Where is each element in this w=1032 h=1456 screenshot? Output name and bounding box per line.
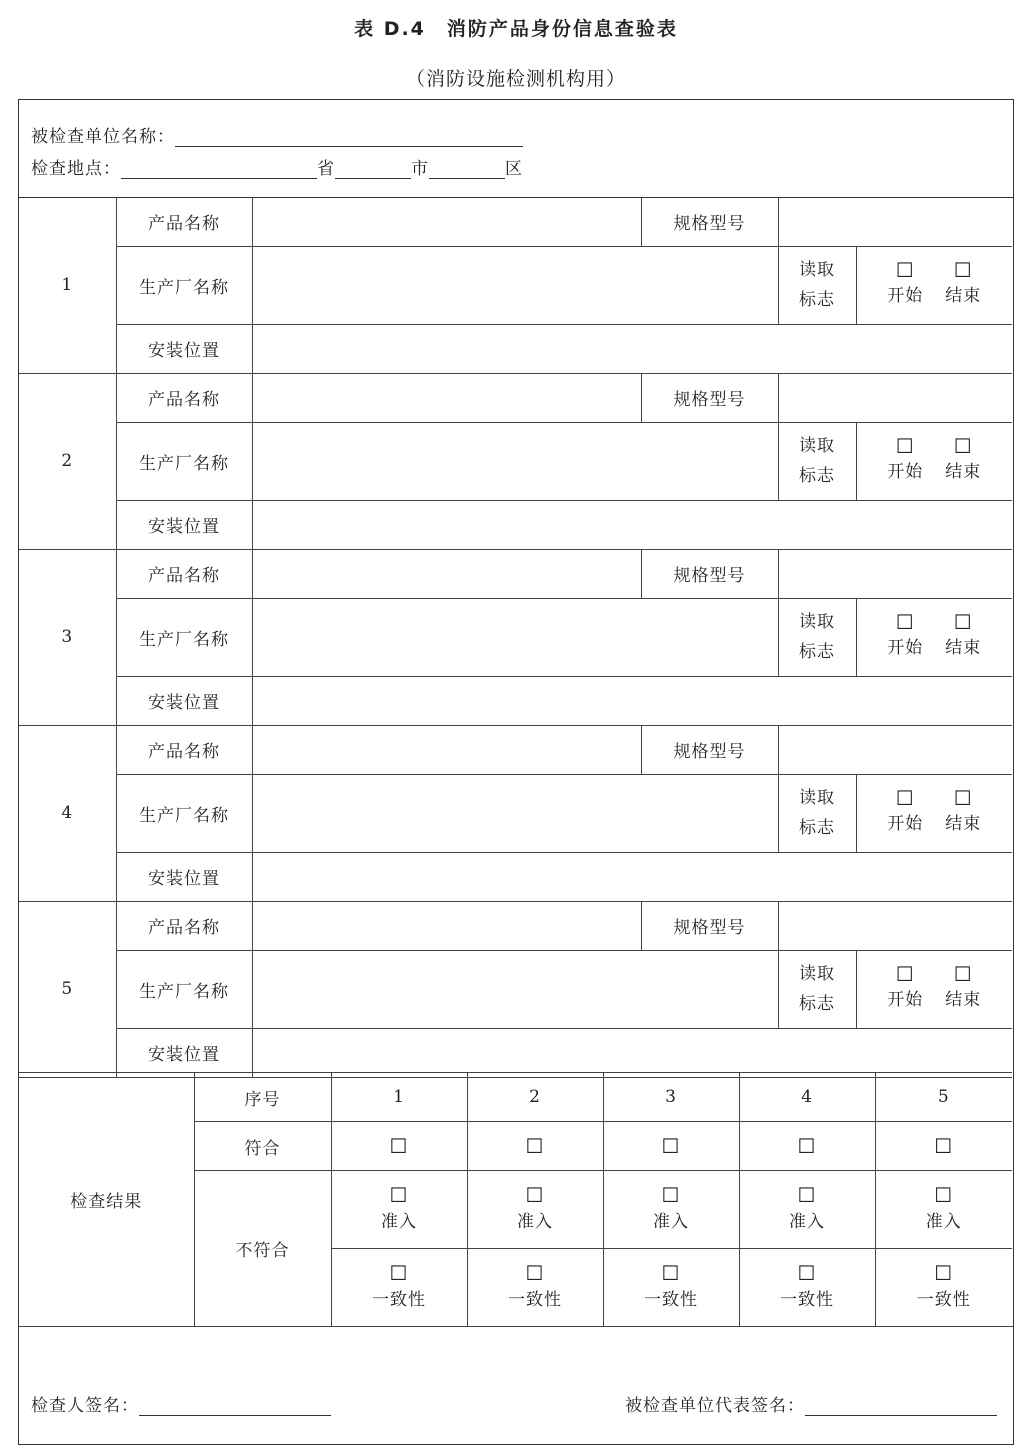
manufacturer-label: 生产厂名称 — [116, 774, 252, 852]
spec-model-field[interactable] — [778, 549, 1012, 598]
conform-checkbox[interactable]: ☐ — [797, 1134, 817, 1158]
manufacturer-row — [19, 422, 1012, 500]
start-label: 开始 — [887, 638, 924, 658]
end-label: 结束 — [945, 638, 982, 658]
consistency-checkbox[interactable]: ☐ — [525, 1260, 545, 1285]
product-name-field[interactable] — [252, 549, 641, 598]
end-checkbox[interactable]: ☐ — [953, 258, 973, 282]
province-label: 省 — [317, 159, 335, 179]
unit-name-field[interactable] — [175, 128, 523, 147]
product-name-label: 产品名称 — [116, 373, 252, 422]
end-option[interactable] — [939, 611, 987, 663]
start-option[interactable] — [881, 963, 929, 1015]
read-flag-line1: 读取 — [799, 260, 835, 280]
start-checkbox[interactable]: ☐ — [895, 786, 915, 810]
end-option[interactable] — [939, 787, 987, 839]
end-label: 结束 — [945, 462, 982, 482]
consistency-checkbox[interactable]: ☐ — [389, 1260, 409, 1285]
start-checkbox[interactable]: ☐ — [895, 258, 915, 282]
install-location-field[interactable] — [252, 1028, 1012, 1077]
manufacturer-field[interactable] — [252, 950, 778, 1028]
install-location-row — [19, 324, 1012, 373]
consistency-label: 一致性 — [780, 1289, 834, 1310]
item-number: 4 — [19, 725, 116, 901]
seq-col: 2 — [467, 1073, 603, 1122]
location-label: 检查地点： — [31, 159, 121, 179]
access-label: 准入 — [789, 1211, 825, 1232]
conform-checkbox[interactable]: ☐ — [525, 1134, 545, 1158]
end-label: 结束 — [945, 814, 982, 834]
access-label: 准入 — [381, 1211, 417, 1232]
access-checkbox[interactable]: ☐ — [661, 1182, 681, 1207]
conform-checkbox[interactable]: ☐ — [934, 1134, 954, 1158]
access-checkbox[interactable]: ☐ — [797, 1182, 817, 1207]
start-checkbox[interactable]: ☐ — [895, 610, 915, 634]
read-flag-options — [856, 598, 1012, 676]
end-checkbox[interactable]: ☐ — [953, 962, 973, 986]
manufacturer-label: 生产厂名称 — [116, 422, 252, 500]
location-line — [31, 154, 523, 179]
end-option[interactable] — [939, 259, 987, 311]
read-flag-label — [778, 950, 856, 1028]
manufacturer-row — [19, 598, 1012, 676]
read-flag-label — [778, 774, 856, 852]
install-location-label: 安装位置 — [116, 1028, 252, 1077]
read-flag-label — [778, 422, 856, 500]
start-option[interactable] — [881, 435, 929, 487]
product-name-field[interactable] — [252, 725, 641, 774]
conform-checkbox[interactable]: ☐ — [661, 1134, 681, 1158]
install-location-label: 安装位置 — [116, 852, 252, 901]
city-label: 市 — [411, 159, 429, 179]
spec-model-field[interactable] — [778, 725, 1012, 774]
read-flag-line1: 读取 — [799, 964, 835, 984]
manufacturer-field[interactable] — [252, 246, 778, 324]
product-name-label: 产品名称 — [116, 725, 252, 774]
form-title: 表 D.4 消防产品身份信息查验表 — [354, 18, 678, 40]
access-checkbox[interactable]: ☐ — [525, 1182, 545, 1207]
read-flag-options — [856, 246, 1012, 324]
unit-rep-label: 被检查单位代表签名： — [625, 1396, 805, 1416]
consistency-checkbox[interactable]: ☐ — [797, 1260, 817, 1285]
product-table — [19, 197, 1012, 1078]
read-flag-line1: 读取 — [799, 788, 835, 808]
product-name-row — [19, 901, 1012, 950]
product-name-label: 产品名称 — [116, 549, 252, 598]
item-number: 2 — [19, 373, 116, 549]
read-flag-line2: 标志 — [799, 290, 835, 310]
consistency-label: 一致性 — [644, 1289, 698, 1310]
nonconform-label: 不符合 — [194, 1171, 331, 1327]
seq-col: 5 — [875, 1073, 1012, 1122]
conform-label: 符合 — [194, 1122, 331, 1171]
install-location-row — [19, 676, 1012, 725]
end-option[interactable] — [939, 435, 987, 487]
consistency-checkbox[interactable]: ☐ — [661, 1260, 681, 1285]
manufacturer-row — [19, 774, 1012, 852]
end-checkbox[interactable]: ☐ — [953, 610, 973, 634]
start-checkbox[interactable]: ☐ — [895, 434, 915, 458]
manufacturer-label: 生产厂名称 — [116, 950, 252, 1028]
spec-model-label: 规格型号 — [641, 725, 778, 774]
seq-col: 4 — [739, 1073, 875, 1122]
install-location-label: 安装位置 — [116, 676, 252, 725]
read-flag-line1: 读取 — [799, 436, 835, 456]
product-name-label: 产品名称 — [116, 197, 252, 246]
manufacturer-row — [19, 950, 1012, 1028]
inspector-signature — [31, 1391, 331, 1416]
result-table — [19, 1072, 1012, 1327]
install-location-row — [19, 500, 1012, 549]
seq-col: 3 — [603, 1073, 739, 1122]
end-checkbox[interactable]: ☐ — [953, 786, 973, 810]
product-name-row — [19, 549, 1012, 598]
start-label: 开始 — [887, 462, 924, 482]
read-flag-options — [856, 950, 1012, 1028]
city-field[interactable] — [429, 160, 505, 179]
read-flag-label — [778, 598, 856, 676]
consistency-label: 一致性 — [372, 1289, 426, 1310]
item-number: 5 — [19, 901, 116, 1077]
seq-col: 1 — [331, 1073, 467, 1122]
spec-model-label: 规格型号 — [641, 373, 778, 422]
end-label: 结束 — [945, 990, 982, 1010]
access-label: 准入 — [653, 1211, 689, 1232]
start-label: 开始 — [887, 814, 924, 834]
read-flag-options — [856, 422, 1012, 500]
inspector-signature-field[interactable] — [139, 1397, 331, 1416]
spec-model-label: 规格型号 — [641, 901, 778, 950]
product-name-row — [19, 197, 1012, 246]
start-checkbox[interactable]: ☐ — [895, 962, 915, 986]
form-subtitle: （消防设施检测机构用） — [405, 68, 626, 90]
read-flag-line2: 标志 — [799, 818, 835, 838]
install-location-field[interactable] — [252, 500, 1012, 549]
location-field[interactable] — [121, 160, 317, 179]
form-frame — [18, 99, 1014, 1445]
spec-model-field[interactable] — [778, 373, 1012, 422]
product-name-field[interactable] — [252, 901, 641, 950]
start-label: 开始 — [887, 990, 924, 1010]
manufacturer-field[interactable] — [252, 422, 778, 500]
product-name-field[interactable] — [252, 197, 641, 246]
result-seq-row — [19, 1073, 1012, 1122]
spec-model-label: 规格型号 — [641, 549, 778, 598]
read-flag-line2: 标志 — [799, 994, 835, 1014]
conform-checkbox[interactable]: ☐ — [389, 1134, 409, 1158]
install-location-field[interactable] — [252, 676, 1012, 725]
result-title: 检查结果 — [19, 1073, 194, 1327]
province-field[interactable] — [335, 160, 411, 179]
unit-rep-signature — [625, 1391, 997, 1416]
end-label: 结束 — [945, 286, 982, 306]
start-option[interactable] — [881, 259, 929, 311]
install-location-row — [19, 852, 1012, 901]
spec-model-label: 规格型号 — [641, 197, 778, 246]
signature-area — [19, 1326, 1013, 1444]
consistency-label: 一致性 — [508, 1289, 562, 1310]
install-location-row — [19, 1028, 1012, 1077]
start-option[interactable] — [881, 611, 929, 663]
manufacturer-label: 生产厂名称 — [116, 246, 252, 324]
start-label: 开始 — [887, 286, 924, 306]
read-flag-options — [856, 774, 1012, 852]
product-name-row — [19, 725, 1012, 774]
district-label: 区 — [505, 159, 523, 179]
consistency-checkbox[interactable]: ☐ — [934, 1260, 954, 1285]
access-checkbox[interactable]: ☐ — [934, 1182, 954, 1207]
start-option[interactable] — [881, 787, 929, 839]
access-checkbox[interactable]: ☐ — [389, 1182, 409, 1207]
item-number: 1 — [19, 197, 116, 373]
spec-model-field[interactable] — [778, 197, 1012, 246]
access-label: 准入 — [517, 1211, 553, 1232]
manufacturer-label: 生产厂名称 — [116, 598, 252, 676]
install-location-field[interactable] — [252, 324, 1012, 373]
install-location-label: 安装位置 — [116, 500, 252, 549]
unit-rep-signature-field[interactable] — [805, 1397, 997, 1416]
manufacturer-field[interactable] — [252, 598, 778, 676]
read-flag-label — [778, 246, 856, 324]
read-flag-line2: 标志 — [799, 466, 835, 486]
spec-model-field[interactable] — [778, 901, 1012, 950]
read-flag-line2: 标志 — [799, 642, 835, 662]
end-checkbox[interactable]: ☐ — [953, 434, 973, 458]
consistency-label: 一致性 — [916, 1289, 971, 1310]
unit-label: 被检查单位名称： — [31, 127, 175, 147]
product-name-field[interactable] — [252, 373, 641, 422]
install-location-field[interactable] — [252, 852, 1012, 901]
read-flag-line1: 读取 — [799, 612, 835, 632]
product-name-row — [19, 373, 1012, 422]
seq-label: 序号 — [194, 1073, 331, 1122]
unit-line — [31, 122, 523, 147]
form-header — [19, 100, 1013, 198]
install-location-label: 安装位置 — [116, 324, 252, 373]
manufacturer-row — [19, 246, 1012, 324]
item-number: 3 — [19, 549, 116, 725]
inspector-label: 检查人签名： — [31, 1396, 139, 1416]
end-option[interactable] — [939, 963, 987, 1015]
access-label: 准入 — [925, 1211, 962, 1232]
product-name-label: 产品名称 — [116, 901, 252, 950]
manufacturer-field[interactable] — [252, 774, 778, 852]
